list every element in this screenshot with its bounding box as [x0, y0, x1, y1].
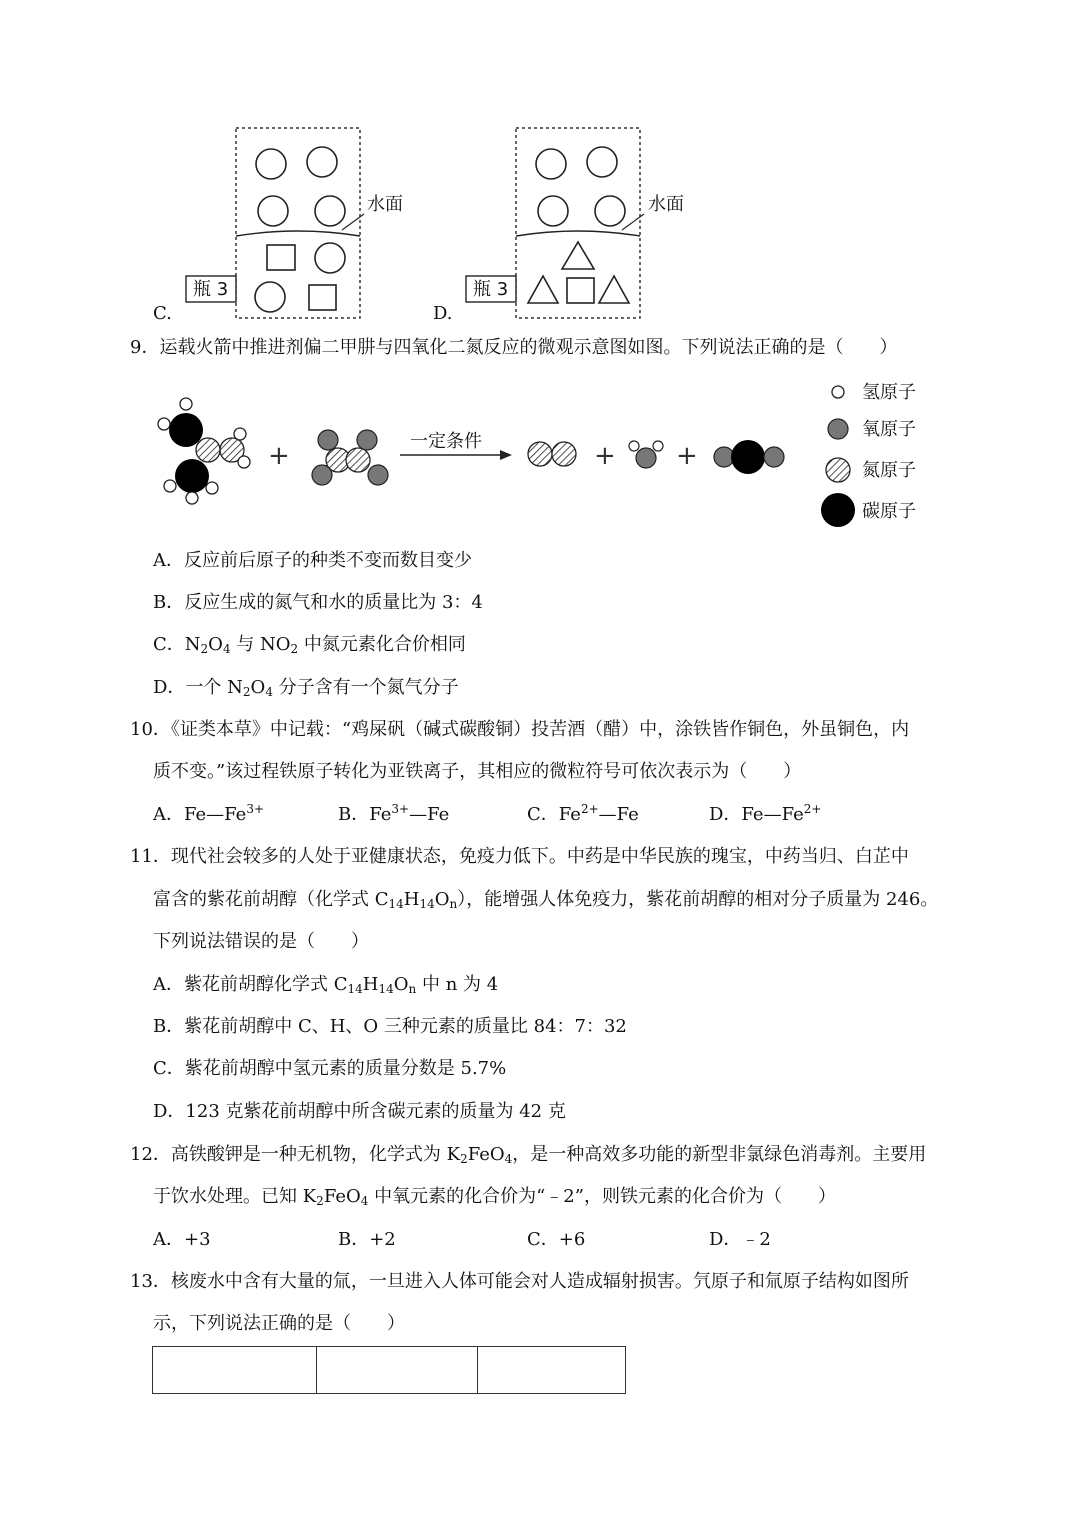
q11-option-b: B．紫花前胡醇中 C、H、O 三种元素的质量比 84：7：32: [153, 1016, 627, 1037]
text: 与 NO: [230, 634, 291, 655]
text: 中氮元素化合价相同: [298, 634, 466, 655]
q11-option-a: [153, 973, 498, 997]
q11-stem-line2: [153, 888, 938, 912]
bottle-label-c: 瓶 3: [193, 279, 229, 300]
q12-stem-line1: [130, 1143, 926, 1167]
q12-option-d: D．﹣2: [709, 1229, 771, 1250]
q11-stem-line1: 11．现代社会较多的人处于亚健康状态，免疫力低下。中药是中华民族的瑰宝，中药当归、白芷中: [130, 846, 909, 867]
q9-reaction-diagram: [150, 378, 940, 528]
text: ），能增强人体免疫力，紫花前胡醇的相对分子质量为 246。: [457, 889, 939, 910]
text: O: [393, 974, 409, 995]
legend-oxygen: 氧原子: [862, 419, 916, 440]
subscript: 2: [290, 642, 299, 656]
water-label-d: 水面: [648, 194, 684, 215]
svg-text:+: +: [594, 441, 616, 471]
superscript: 2+: [580, 802, 599, 816]
text: O: [250, 677, 266, 698]
q10-option-a: [153, 803, 264, 827]
subscript: 4: [504, 1152, 513, 1166]
q9-option-d: [153, 676, 459, 700]
subscript: n: [408, 982, 417, 996]
text: FeO: [467, 1144, 505, 1165]
svg-text:+: +: [268, 441, 290, 471]
svg-text:+: +: [676, 441, 698, 471]
option-c-label: C.: [153, 303, 172, 324]
q12-stem-line2: [153, 1185, 836, 1209]
superscript: 3+: [391, 802, 410, 816]
legend-hydrogen: 氢原子: [862, 382, 916, 403]
superscript: 2+: [803, 802, 822, 816]
reaction-svg: [150, 378, 940, 528]
text: 中 n 为 4: [416, 974, 499, 995]
subscript: 14: [347, 982, 363, 996]
q11-option-c: C．紫花前胡醇中氢元素的质量分数是 5.7%: [153, 1058, 507, 1079]
text: B．Fe: [338, 804, 392, 825]
option-d-label: D.: [433, 303, 453, 324]
text: O: [208, 634, 223, 655]
table-cell: [153, 1347, 317, 1393]
subscript: 4: [222, 642, 231, 656]
text: 中氧元素的化合价为“﹣2”，则铁元素的化合价为（ ）: [368, 1186, 836, 1207]
subscript: 2: [200, 642, 209, 656]
subscript: 14: [419, 897, 435, 911]
q11-option-d: D．123 克紫花前胡醇中所含碳元素的质量为 42 克: [153, 1101, 566, 1122]
text: H: [403, 889, 420, 910]
superscript: 3+: [246, 802, 265, 816]
text: H: [362, 974, 379, 995]
q13-structure-table: [152, 1346, 626, 1394]
q12-option-b: B．+2: [338, 1229, 396, 1250]
text: A．紫花前胡醇化学式 C: [153, 974, 348, 995]
text: O: [434, 889, 450, 910]
text: ，是一种高效多功能的新型非氯绿色消毒剂。主要用: [512, 1144, 927, 1165]
q12-option-c: C．+6: [527, 1229, 586, 1250]
q10-option-b: [338, 803, 449, 827]
q11-stem-line3: 下列说法错误的是（ ）: [153, 931, 369, 952]
subscript: 2: [316, 1194, 324, 1208]
q13-stem-line1: 13．核废水中含有大量的氚，一旦进入人体可能会对人造成辐射损害。氕原子和氚原子结构如图所: [130, 1271, 909, 1292]
legend-carbon: 碳原子: [862, 501, 916, 522]
subscript: 4: [265, 685, 273, 699]
subscript: 2: [242, 685, 251, 699]
text: D．一个 N: [153, 677, 243, 698]
text: D．Fe—Fe: [709, 804, 804, 825]
q9-option-b: B．反应生成的氮气和水的质量比为 3：4: [153, 592, 483, 613]
subscript: 14: [388, 897, 404, 911]
table-cell: [478, 1347, 625, 1393]
subscript: 2: [460, 1152, 468, 1166]
q10-stem-line1: 10．《证类本草》中记载：“鸡屎矾（碱式碳酸铜）投苦酒（醋）中，涂铁皆作铜色，外虽铜色，内: [130, 719, 910, 740]
subscript: 14: [378, 982, 394, 996]
q9-option-a: A．反应前后原子的种类不变而数目变少: [153, 550, 472, 571]
text: A．Fe—Fe: [153, 804, 247, 825]
table-cell: [317, 1347, 478, 1393]
water-label-c: 水面: [367, 194, 403, 215]
subscript: n: [449, 897, 458, 911]
text: 富含的紫花前胡醇（化学式 C: [153, 889, 389, 910]
text: FeO: [323, 1186, 361, 1207]
text: C．N: [153, 634, 201, 655]
text: —Fe: [598, 804, 639, 825]
text: C．Fe: [527, 804, 581, 825]
q10-option-d: [709, 803, 821, 827]
q10-option-c: [527, 803, 639, 827]
legend-nitrogen: 氮原子: [862, 460, 916, 481]
q12-option-a: A．+3: [153, 1229, 211, 1250]
bottle-label-d: 瓶 3: [473, 279, 509, 300]
text: 于饮水处理。已知 K: [153, 1186, 317, 1207]
text: 12．高铁酸钾是一种无机物，化学式为 K: [130, 1144, 461, 1165]
subscript: 4: [360, 1194, 369, 1208]
q10-stem-line2: 质不变。”该过程铁原子转化为亚铁离子，其相应的微粒符号可依次表示为（ ）: [153, 761, 802, 782]
q9-arrow-label: 一定条件: [410, 431, 482, 452]
q9-option-c: [153, 633, 466, 657]
q13-stem-line2: 示，下列说法正确的是（ ）: [153, 1313, 405, 1334]
q9-stem: 9．运载火箭中推进剂偏二甲肼与四氧化二氮反应的微观示意图如图。下列说法正确的是（ ）: [130, 337, 898, 358]
text: —Fe: [409, 804, 450, 825]
text: 分子含有一个氮气分子: [272, 677, 459, 698]
